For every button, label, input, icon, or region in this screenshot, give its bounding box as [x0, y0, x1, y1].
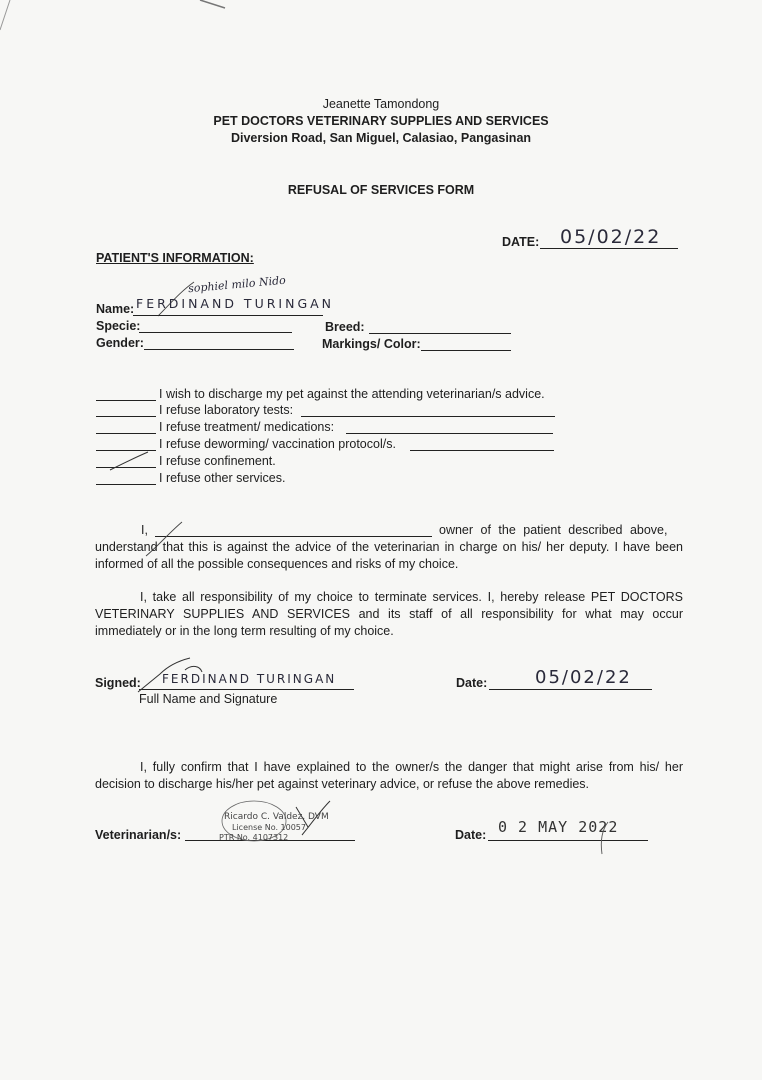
name-value[interactable]: FERDINAND TURINGAN	[136, 296, 335, 311]
checkmark-icon	[108, 450, 152, 472]
patient-section-title: PATIENT'S INFORMATION:	[96, 251, 254, 265]
specie-label: Specie:	[96, 319, 141, 333]
date-label: DATE:	[502, 235, 540, 249]
option-text: I wish to discharge my pet against the attending veterinarian/s advice.	[159, 387, 545, 401]
breed-line[interactable]	[369, 333, 511, 334]
date-line	[540, 248, 678, 249]
vet-date-label: Date:	[455, 828, 487, 842]
breed-label: Breed:	[325, 320, 365, 334]
form-title: REFUSAL OF SERVICES FORM	[287, 183, 475, 197]
vet-stamp-name: Ricardo C. Valdez, DVM	[224, 812, 329, 822]
markings-label: Markings/ Color:	[322, 337, 421, 351]
vet-date-mark	[596, 820, 616, 856]
vet-stamp-ptr: PTR No. 4107312	[219, 833, 289, 842]
option-blank[interactable]	[96, 400, 156, 401]
header-company: PET DOCTORS VETERINARY SUPPLIES AND SERVICES	[213, 114, 549, 128]
name-line	[133, 315, 323, 316]
option-detail-line[interactable]	[301, 416, 555, 417]
option-text: I refuse laboratory tests:	[159, 403, 294, 417]
paragraph2: I, take all responsibility of my choice to terminate services. I, hereby release PET DOCTORS VETERINARY SUPPLIES AND SERVICES and its staff of all responsibility for what may occur immediately or in the long term resulting of my choice.	[95, 590, 683, 638]
gender-line[interactable]	[144, 349, 294, 350]
owner-date-value[interactable]: 05/02/22	[535, 667, 632, 688]
gender-label: Gender:	[96, 336, 144, 350]
option-detail-line[interactable]	[410, 450, 554, 451]
paragraph1-prefix: I,	[141, 523, 148, 537]
specie-line[interactable]	[139, 332, 292, 333]
veterinarian-label: Veterinarian/s:	[95, 828, 182, 842]
name-label: Name:	[96, 302, 135, 316]
option-text: I refuse confinement.	[159, 454, 276, 468]
option-blank[interactable]	[96, 433, 156, 434]
owner-date-line[interactable]	[489, 689, 652, 690]
owner-date-label: Date:	[456, 676, 488, 690]
signed-label: Signed:	[95, 676, 141, 690]
signature-caption: Full Name and Signature	[139, 692, 278, 706]
header-address: Diversion Road, San Miguel, Calasiao, Pangasinan	[230, 131, 532, 145]
option-blank[interactable]	[96, 416, 156, 417]
date-value[interactable]: 05/02/22	[560, 226, 662, 248]
paper-crease-mark	[0, 0, 240, 40]
header-name: Jeanette Tamondong	[322, 97, 440, 111]
paragraph1-suffix: owner of the patient described above,	[439, 523, 668, 537]
markings-line[interactable]	[421, 350, 511, 351]
vet-stamp-license: License No. 10057	[232, 823, 306, 832]
option-detail-line[interactable]	[346, 433, 553, 434]
option-blank[interactable]	[96, 484, 156, 485]
vet-date-stamp[interactable]: 0 2 MAY 2022	[498, 818, 619, 836]
paragraph1-body: understand that this is against the advice of the veterinarian in charge on his/ her deputy. I have been informed of all the possible consequences and risks of my choice.	[95, 540, 683, 571]
option-text: I refuse deworming/ vaccination protocol/s.	[159, 437, 396, 451]
paragraph3: I, fully confirm that I have explained to the owner/s the danger that might arise from his/ her decision to discharge his/her pet against veterinary advice, or refuse the above remedies.	[95, 760, 683, 791]
owner-signature-value[interactable]: FERDINAND TURINGAN	[162, 672, 337, 686]
option-text: I refuse treatment/ medications:	[159, 420, 335, 434]
vet-date-line[interactable]	[488, 840, 648, 841]
option-text: I refuse other services.	[159, 471, 286, 485]
pet-names-handwritten[interactable]: sophiel milo Nido	[187, 273, 287, 296]
